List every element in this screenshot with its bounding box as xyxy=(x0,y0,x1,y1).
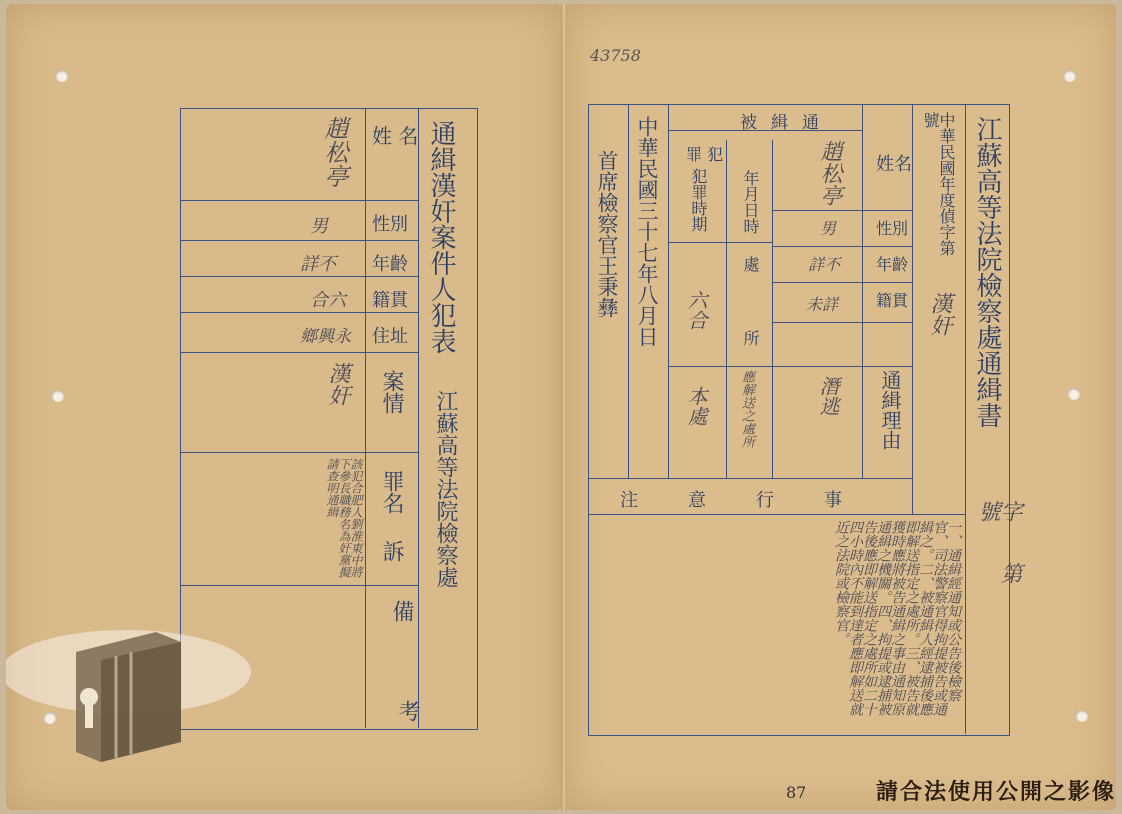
r-value-reason: 潛逃 xyxy=(816,376,840,416)
divider xyxy=(180,200,418,201)
divider xyxy=(180,240,418,241)
r-value-sex: 男 xyxy=(820,219,837,238)
value-charge: 漢奸 xyxy=(325,362,350,406)
word-number: 字第號 xyxy=(975,500,1022,624)
value-name: 趙松亭 xyxy=(320,116,348,188)
archive-number: 43758 xyxy=(590,46,641,65)
header-kao: 考 xyxy=(395,700,420,722)
r-value-name: 趙松亭 xyxy=(817,140,842,206)
divider xyxy=(668,366,772,367)
header-bei: 備 xyxy=(389,600,414,622)
header-native: 籍貫 xyxy=(372,290,408,311)
header-sex: 性別 xyxy=(372,214,408,235)
divider xyxy=(862,104,863,478)
r-value-period: 六合 xyxy=(684,290,708,330)
r-header-name: 姓名 xyxy=(876,154,912,175)
value-native: 合六 xyxy=(310,290,346,311)
r-header-time: 年月日時 xyxy=(741,170,760,234)
value-address: 鄉興永 xyxy=(300,327,351,347)
r-header-age: 年齡 xyxy=(876,255,909,274)
divider xyxy=(180,312,418,313)
r-header-wanted: 被緝通 xyxy=(740,113,833,133)
issue-date: 中華民國三十七年八月日 xyxy=(635,116,659,347)
left-form-office: 江蘇高等法院檢察處 xyxy=(433,390,458,588)
page-number: 87 xyxy=(786,783,807,802)
divider xyxy=(668,104,669,478)
punch-hole xyxy=(1076,710,1088,722)
divider xyxy=(912,104,913,514)
archive-logo-icon xyxy=(6,612,256,762)
r-header-crime: 罪 犯 xyxy=(686,145,724,164)
header-age: 年齡 xyxy=(372,254,408,275)
header-case: 案情 xyxy=(379,370,404,414)
divider xyxy=(628,104,629,478)
divider xyxy=(180,352,418,353)
divider xyxy=(588,514,965,515)
value-remark: 該犯合肥人劉淮東中將下參長職務名為奸黨擬請查明通緝 xyxy=(325,458,363,578)
r-value-age: 詳不 xyxy=(808,255,841,274)
punch-hole xyxy=(52,390,64,402)
header-su: 訴 xyxy=(379,540,404,562)
date-line: 中華民國年度偵字第號 xyxy=(921,112,956,256)
divider xyxy=(180,276,418,277)
punch-hole xyxy=(1068,388,1080,400)
divider xyxy=(965,104,966,734)
notes-header: 注意行事 xyxy=(620,490,892,511)
header-address: 住址 xyxy=(372,326,408,347)
divider xyxy=(772,246,912,247)
divider xyxy=(180,585,418,586)
case-type: 漢奸 xyxy=(927,292,952,336)
value-sex: 男 xyxy=(310,216,328,237)
header-name: 姓 名 xyxy=(372,124,419,148)
divider xyxy=(772,210,912,211)
r-header-place: 處 xyxy=(741,256,760,272)
r-header-reason: 通緝理由 xyxy=(878,370,902,450)
divider xyxy=(418,108,419,728)
prosecutor: 首席檢察官王秉彝 xyxy=(595,150,619,318)
punch-hole xyxy=(56,70,68,82)
divider xyxy=(365,108,366,728)
punch-hole xyxy=(1064,70,1076,82)
r-value-native: 未詳 xyxy=(806,295,839,314)
divider xyxy=(772,140,773,478)
r-value-institution: 應解送之處所 xyxy=(739,370,754,448)
divider xyxy=(726,140,727,478)
divider xyxy=(588,478,912,479)
r-header-native: 籍貫 xyxy=(876,291,909,310)
header-crime: 罪名 xyxy=(379,470,404,514)
right-form-title: 江蘇高等法院檢察處通緝書 xyxy=(972,116,1002,428)
divider xyxy=(772,282,912,283)
left-form-title: 通緝漢奸案件人犯表 xyxy=(426,120,456,354)
watermark-text: 請合法使用公開之影像 xyxy=(875,780,1116,805)
divider xyxy=(772,366,912,367)
r-header-sex: 性別 xyxy=(876,219,909,238)
r-header-suo: 所 xyxy=(741,330,760,346)
r-value-place: 本處 xyxy=(684,386,708,426)
r-header-period: 犯罪時期 xyxy=(689,168,708,232)
value-age: 詳不 xyxy=(300,254,336,275)
divider xyxy=(772,322,912,323)
notes-text: 一、通緝經通知或公告後檢察官、司法警察官得拘提被告或通緝之。二、被通緝人經逮捕後應即解送指定之處所。三、被告就獲時應將被告通緝之事由通知原通緝之機關。四、拘提或逮捕被告後應即解送指定之處所如二十四小時內不能到達者應即解送就近之法院或檢察官。 xyxy=(833,520,961,716)
